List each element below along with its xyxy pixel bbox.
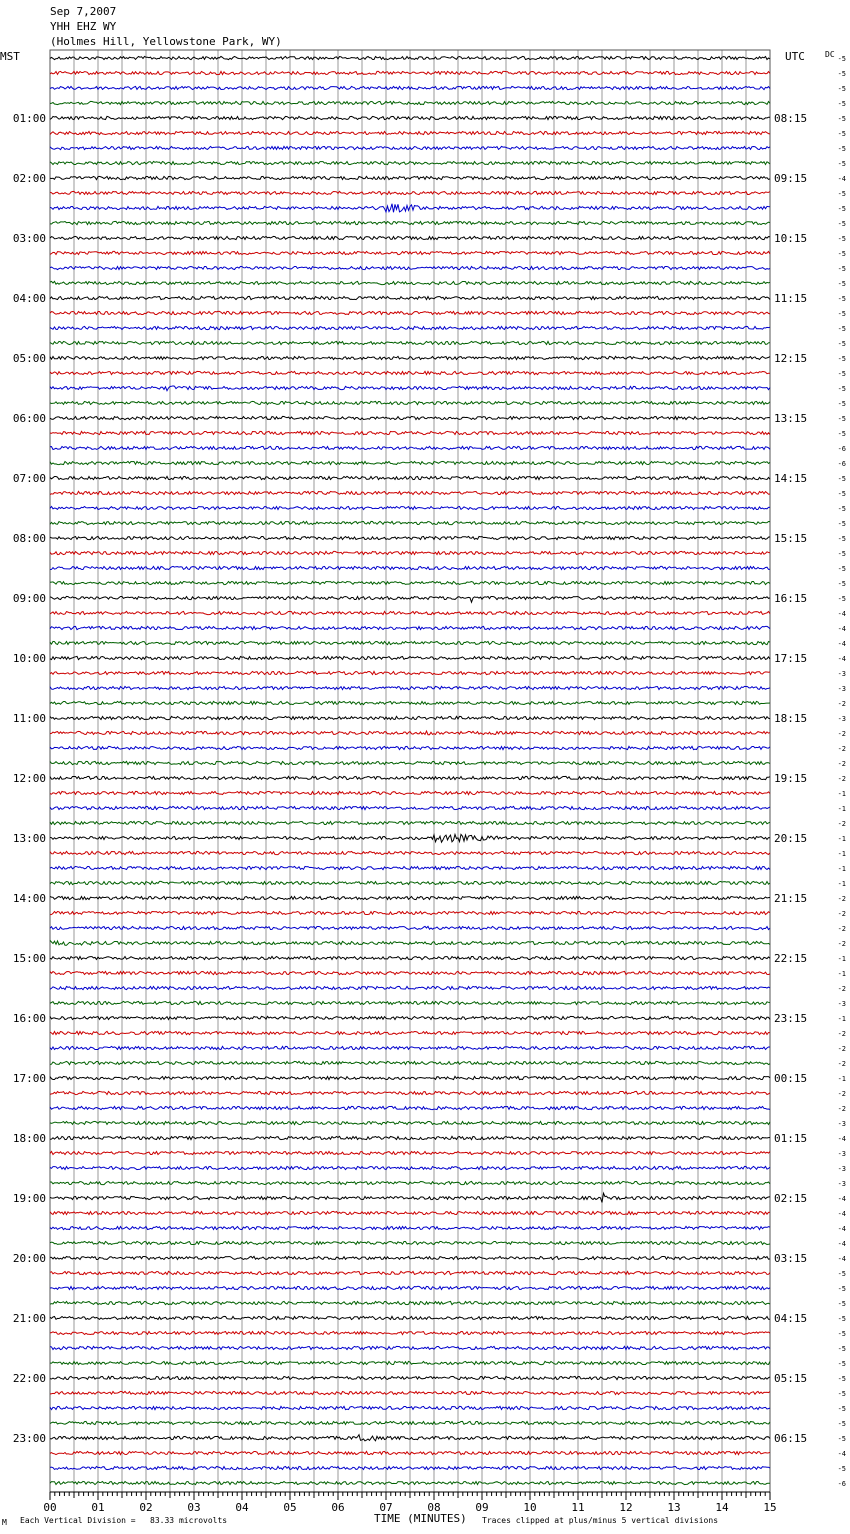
left-hour-label: 21:00 [12, 1312, 46, 1325]
dc-offset-value: -5 [837, 160, 846, 168]
dc-offset-value: -5 [837, 235, 846, 243]
right-hour-label: 09:15 [774, 172, 808, 185]
dc-offset-value: -2 [837, 820, 846, 828]
right-hour-label: 15:15 [774, 532, 808, 545]
right-hour-label: 08:15 [774, 112, 808, 125]
right-hour-label: 21:15 [774, 892, 808, 905]
left-hour-label: 12:00 [12, 772, 46, 785]
right-hour-label: 18:15 [774, 712, 808, 725]
x-tick-label: 03 [187, 1501, 201, 1514]
right-hour-label: 06:15 [774, 1432, 808, 1445]
left-hour-label: 01:00 [12, 112, 46, 125]
dc-offset-value: -5 [837, 1390, 846, 1398]
dc-offset-value: -4 [837, 610, 846, 618]
dc-offset-value: -5 [837, 415, 846, 423]
right-hour-label: 04:15 [774, 1312, 808, 1325]
left-zone-label: MST [0, 50, 20, 63]
dc-offset-value: -5 [837, 100, 846, 108]
left-hour-label: 09:00 [12, 592, 46, 605]
left-hour-label: 20:00 [12, 1252, 46, 1265]
dc-offset-value: -2 [837, 760, 846, 768]
right-hour-label: 14:15 [774, 472, 808, 485]
dc-offset-value: -5 [837, 565, 846, 573]
dc-offset-value: -4 [837, 1225, 846, 1233]
footer-mark: M [2, 1518, 7, 1527]
dc-offset-value: -6 [837, 445, 846, 453]
dc-offset-value: -2 [837, 1045, 846, 1053]
header-location: (Holmes Hill, Yellowstone Park, WY) [50, 35, 282, 48]
dc-offset-value: -2 [837, 910, 846, 918]
header-date: Sep 7,2007 [50, 5, 117, 18]
footer-division-note: Each Vertical Division = 83.33 microvolts [20, 1516, 228, 1525]
dc-offset-value: -2 [837, 985, 846, 993]
x-tick-label: 07 [379, 1501, 393, 1514]
dc-offset-value: -4 [837, 1450, 846, 1458]
x-tick-label: 14 [715, 1501, 729, 1514]
dc-offset-value: -5 [837, 430, 846, 438]
dc-offset-value: -5 [837, 400, 846, 408]
dc-offset-value: -2 [837, 1105, 846, 1113]
dc-offset-value: -5 [837, 220, 846, 228]
dc-offset-value: -5 [837, 355, 846, 363]
dc-offset-value: -4 [837, 625, 846, 633]
right-hour-label: 00:15 [774, 1072, 808, 1085]
x-tick-label: 00 [43, 1501, 57, 1514]
right-hour-label: 05:15 [774, 1372, 808, 1385]
dc-offset-value: -5 [837, 475, 846, 483]
left-hour-label: 15:00 [12, 952, 46, 965]
right-hour-label: 20:15 [774, 832, 808, 845]
x-tick-label: 11 [571, 1501, 585, 1514]
x-tick-label: 05 [283, 1501, 297, 1514]
dc-offset-value: -1 [837, 790, 846, 798]
dc-offset-value: -5 [837, 1360, 846, 1368]
dc-offset-value: -5 [837, 1420, 846, 1428]
x-tick-label: 13 [667, 1501, 681, 1514]
dc-offset-value: -5 [837, 340, 846, 348]
x-tick-label: 12 [619, 1501, 633, 1514]
dc-offset-value: -1 [837, 970, 846, 978]
left-hour-label: 05:00 [12, 352, 46, 365]
dc-offset-value: -5 [837, 130, 846, 138]
right-hour-label: 17:15 [774, 652, 808, 665]
dc-offset-value: -2 [837, 1030, 846, 1038]
dc-offset-value: -1 [837, 880, 846, 888]
left-hour-label: 17:00 [12, 1072, 46, 1085]
left-hour-label: 03:00 [12, 232, 46, 245]
dc-offset-value: -4 [837, 655, 846, 663]
dc-offset-value: -3 [837, 1000, 846, 1008]
right-hour-label: 03:15 [774, 1252, 808, 1265]
dc-offset-value: -3 [837, 685, 846, 693]
dc-label: DC [825, 50, 835, 59]
dc-offset-value: -4 [837, 1195, 846, 1203]
dc-offset-value: -5 [837, 1435, 846, 1443]
dc-offset-value: -1 [837, 865, 846, 873]
dc-offset-value: -5 [837, 370, 846, 378]
dc-offset-value: -5 [837, 1300, 846, 1308]
dc-offset-value: -5 [837, 325, 846, 333]
x-tick-label: 02 [139, 1501, 153, 1514]
right-hour-label: 16:15 [774, 592, 808, 605]
left-hour-label: 11:00 [12, 712, 46, 725]
dc-offset-value: -2 [837, 940, 846, 948]
left-hour-label: 19:00 [12, 1192, 46, 1205]
dc-offset-value: -5 [837, 55, 846, 63]
dc-offset-value: -5 [837, 115, 846, 123]
left-hour-label: 18:00 [12, 1132, 46, 1145]
right-hour-label: 11:15 [774, 292, 808, 305]
dc-offset-value: -4 [837, 175, 846, 183]
left-hour-label: 14:00 [12, 892, 46, 905]
dc-offset-value: -5 [837, 1285, 846, 1293]
left-hour-label: 22:00 [12, 1372, 46, 1385]
dc-offset-value: -2 [837, 700, 846, 708]
right-hour-label: 13:15 [774, 412, 808, 425]
dc-offset-value: -5 [837, 385, 846, 393]
dc-offset-value: -5 [837, 280, 846, 288]
dc-offset-value: -5 [837, 250, 846, 258]
dc-offset-value: -2 [837, 745, 846, 753]
dc-offset-value: -6 [837, 1480, 846, 1488]
dc-offset-value: -5 [837, 490, 846, 498]
dc-offset-value: -5 [837, 1405, 846, 1413]
dc-offset-value: -5 [837, 1375, 846, 1383]
right-hour-label: 02:15 [774, 1192, 808, 1205]
dc-offset-value: -5 [837, 1315, 846, 1323]
left-hour-label: 08:00 [12, 532, 46, 545]
dc-offset-value: -5 [837, 1345, 846, 1353]
dc-offset-value: -3 [837, 1150, 846, 1158]
dc-offset-value: -5 [837, 1270, 846, 1278]
dc-offset-value: -4 [837, 1255, 846, 1263]
left-hour-label: 07:00 [12, 472, 46, 485]
dc-offset-value: -2 [837, 730, 846, 738]
dc-offset-value: -5 [837, 145, 846, 153]
dc-offset-value: -1 [837, 1015, 846, 1023]
x-tick-label: 10 [523, 1501, 537, 1514]
dc-offset-value: -3 [837, 1165, 846, 1173]
x-tick-label: 09 [475, 1501, 489, 1514]
right-hour-label: 19:15 [774, 772, 808, 785]
left-hour-label: 23:00 [12, 1432, 46, 1445]
left-hour-label: 13:00 [12, 832, 46, 845]
dc-offset-value: -4 [837, 1240, 846, 1248]
dc-offset-value: -5 [837, 595, 846, 603]
dc-offset-value: -1 [837, 955, 846, 963]
x-tick-label: 06 [331, 1501, 345, 1514]
right-zone-label: UTC [785, 50, 805, 63]
dc-offset-value: -4 [837, 1135, 846, 1143]
dc-offset-value: -5 [837, 85, 846, 93]
time-axis [43, 1492, 776, 1514]
dc-offset-value: -5 [837, 295, 846, 303]
dc-offset-labels [838, 55, 846, 1488]
dc-offset-value: -4 [837, 640, 846, 648]
right-hour-label: 01:15 [774, 1132, 808, 1145]
left-hour-label: 10:00 [12, 652, 46, 665]
footer-clip-note: Traces clipped at plus/minus 5 vertical divisions [482, 1516, 719, 1525]
dc-offset-value: -1 [837, 850, 846, 858]
dc-offset-value: -1 [837, 835, 846, 843]
right-hour-label: 22:15 [774, 952, 808, 965]
dc-offset-value: -1 [837, 1075, 846, 1083]
dc-offset-value: -3 [837, 1120, 846, 1128]
dc-offset-value: -6 [837, 460, 846, 468]
x-tick-label: 01 [91, 1501, 105, 1514]
dc-offset-value: -5 [837, 265, 846, 273]
dc-offset-value: -5 [837, 70, 846, 78]
dc-offset-value: -5 [837, 550, 846, 558]
dc-offset-value: -2 [837, 775, 846, 783]
header-station: YHH EHZ WY [50, 20, 117, 33]
right-hour-label: 23:15 [774, 1012, 808, 1025]
dc-offset-value: -5 [837, 580, 846, 588]
x-tick-label: 04 [235, 1501, 249, 1514]
dc-offset-value: -5 [837, 205, 846, 213]
left-hour-label: 16:00 [12, 1012, 46, 1025]
x-axis-title: TIME (MINUTES) [374, 1512, 467, 1525]
dc-offset-value: -5 [837, 535, 846, 543]
dc-offset-value: -2 [837, 1060, 846, 1068]
dc-offset-value: -4 [837, 1210, 846, 1218]
dc-offset-value: -1 [837, 805, 846, 813]
dc-offset-value: -3 [837, 670, 846, 678]
dc-offset-value: -2 [837, 925, 846, 933]
dc-offset-value: -5 [837, 1330, 846, 1338]
left-hour-label: 02:00 [12, 172, 46, 185]
dc-offset-value: -3 [837, 715, 846, 723]
right-hour-label: 12:15 [774, 352, 808, 365]
dc-offset-value: -3 [837, 1180, 846, 1188]
left-hour-label: 04:00 [12, 292, 46, 305]
dc-offset-value: -2 [837, 895, 846, 903]
x-tick-label: 08 [427, 1501, 441, 1514]
dc-offset-value: -5 [837, 505, 846, 513]
dc-offset-value: -5 [837, 190, 846, 198]
x-tick-label: 15 [763, 1501, 777, 1514]
dc-offset-value: -5 [837, 310, 846, 318]
dc-offset-value: -2 [837, 1090, 846, 1098]
right-hour-label: 10:15 [774, 232, 808, 245]
dc-offset-value: -5 [837, 520, 846, 528]
left-hour-label: 06:00 [12, 412, 46, 425]
dc-offset-value: -5 [837, 1465, 846, 1473]
